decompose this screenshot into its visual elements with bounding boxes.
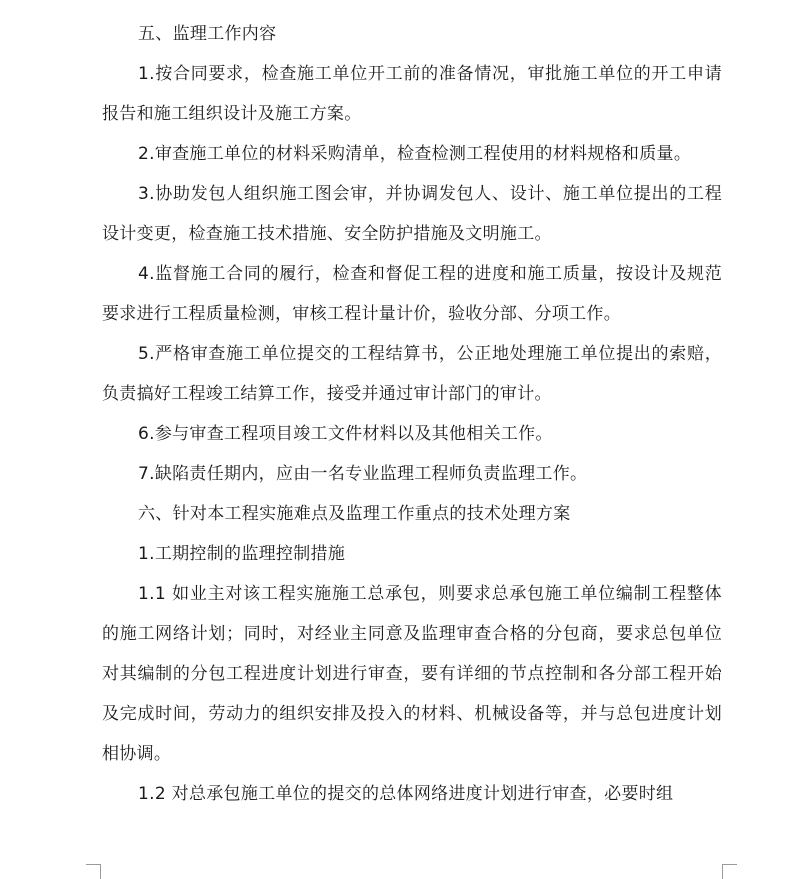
paragraph-item-1: 1.按合同要求，检查施工单位开工前的准备情况，审批施工单位的开工申请报告和施工组织设计及施工方案。 xyxy=(102,64,722,124)
page-corner-mark-right xyxy=(722,864,737,879)
page-corner-mark-left xyxy=(86,864,101,879)
paragraph-item-3: 3.协助发包人组织施工图会审，并协调发包人、设计、施工单位提出的工程设计变更，检查施工技术措施、安全防护措施及文明施工。 xyxy=(102,184,722,244)
paragraph-item-6: 6.参与审查工程项目竣工文件材料以及其他相关工作。 xyxy=(138,424,553,444)
paragraph-item-5: 5.严格审查施工单位提交的工程结算书，公正地处理施工单位提出的索赔，负责搞好工程竣工结算工作，接受并通过审计部门的审计。 xyxy=(102,344,722,404)
paragraph-item-1-1: 1.1 如业主对该工程实施施工总承包，则要求总承包施工单位编制工程整体的施工网络计划；同时，对经业主同意及监理审查合格的分包商，要求总包单位对其编制的分包工程进度计划进行审查，要有详细的节点控制和各分部工程开始及完成时间，劳动力的组织安排及投入的材料、机械设备等，并与总包进度计划相协调。 xyxy=(102,584,722,764)
paragraph-item-4: 4.监督施工合同的履行，检查和督促工程的进度和施工质量，按设计及规范要求进行工程质量检测，审核工程计量计价，验收分部、分项工作。 xyxy=(102,264,722,324)
subsection-heading-1: 1.工期控制的监理控制措施 xyxy=(138,544,346,564)
document-body xyxy=(102,14,722,814)
paragraph-item-2: 2.审查施工单位的材料采购清单，检查检测工程使用的材料规格和质量。 xyxy=(138,144,692,164)
section-heading-5: 五、监理工作内容 xyxy=(138,24,277,44)
paragraph-item-7: 7.缺陷责任期内，应由一名专业监理工程师负责监理工作。 xyxy=(138,464,588,484)
paragraph-item-1-2: 1.2 对总承包施工单位的提交的总体网络进度计划进行审查，必要时组 xyxy=(138,784,674,804)
section-heading-6: 六、针对本工程实施难点及监理工作重点的技术处理方案 xyxy=(138,504,571,524)
